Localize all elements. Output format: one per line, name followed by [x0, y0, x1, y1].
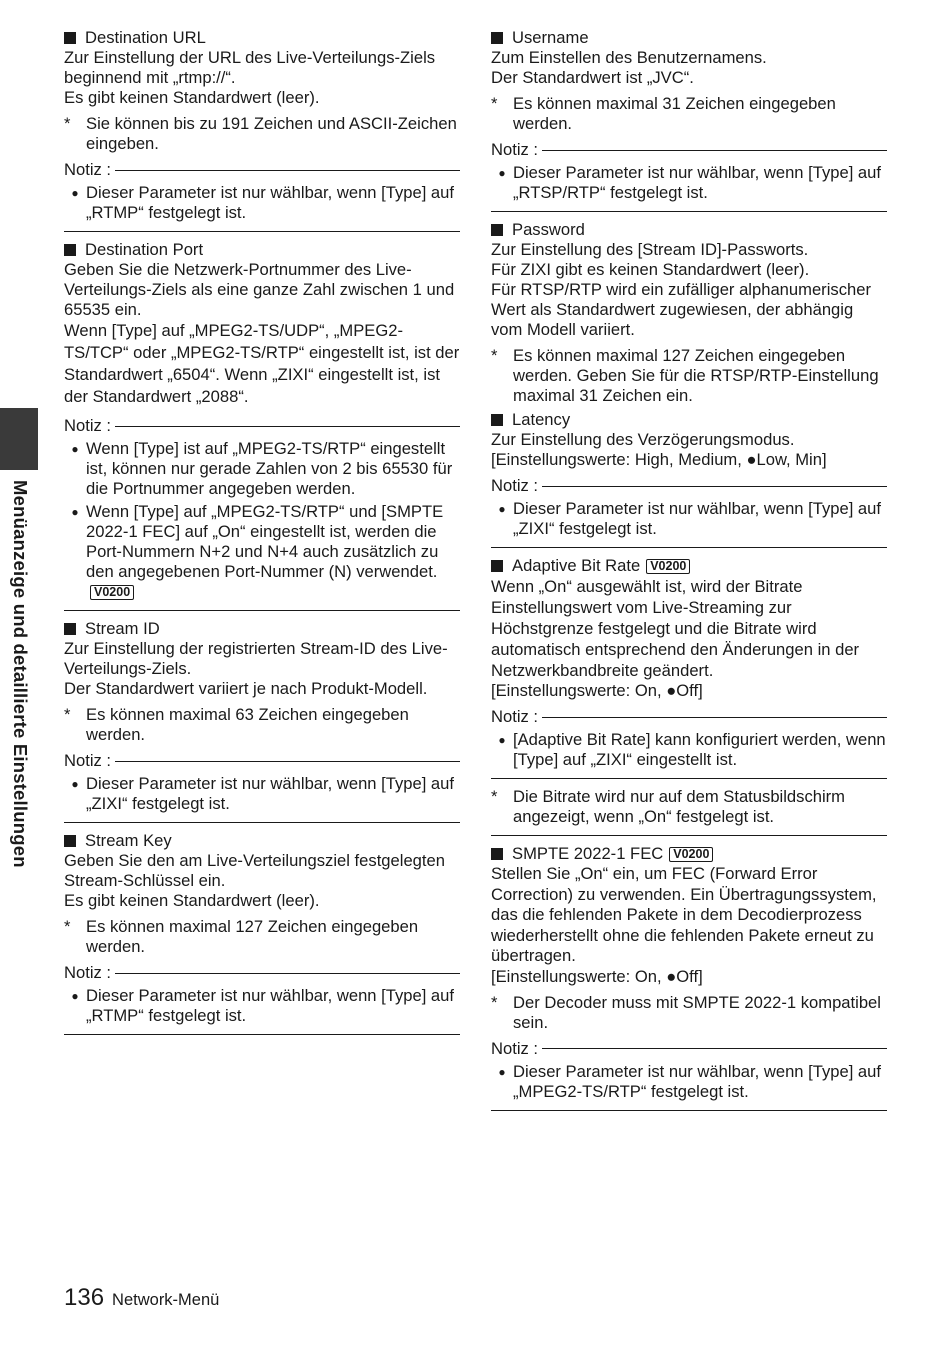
- square-bullet-icon: [491, 560, 503, 572]
- asterisk-icon: *: [64, 705, 71, 724]
- note-item: ● Dieser Parameter ist nur wählbar, wenn [Type] auf „ZIXI“ festgelegt ist.: [491, 499, 887, 539]
- section-description: Zur Einstellung des [Stream ID]-Passworts. Für ZIXI gibt es keinen Standardwert (leer). Für RTSP/RTP wird ein zufälliger alphanumerischer Wert als Standardwert zugewiesen, der abhängig vom Modell variiert.: [491, 240, 871, 339]
- asterisk-note: * Es können maximal 127 Zeichen eingegeben werden.: [64, 917, 419, 956]
- square-bullet-icon: [491, 848, 503, 860]
- asterisk-note: * Es können maximal 127 Zeichen eingegeben werden. Geben Sie für die RTSP/RTP-Einstellung maximal 31 Zeichen ein.: [491, 346, 879, 405]
- section-heading: Adaptive Bit Rate V0200: [491, 556, 887, 576]
- divider: [542, 486, 887, 487]
- chapter-tab-marker: [0, 408, 38, 470]
- square-bullet-icon: [64, 835, 76, 847]
- note-item: ● Wenn [Type] auf „MPEG2-TS/RTP“ und [SMPTE 2022-1 FEC] auf „On“ eingestellt ist, werden die Port-Nummern N+2 und N+4 auch zusätzlich zu den angegebenen Port-Nummer (N) verwendet.V0200: [64, 502, 460, 602]
- section-destination-port: [64, 240, 460, 611]
- version-tag: V0200: [90, 585, 134, 600]
- divider: [115, 426, 460, 427]
- section-description: Geben Sie den am Live-Verteilungsziel festgelegten Stream-Schlüssel ein. Es gibt keinen Standardwert (leer).: [64, 851, 445, 910]
- bullet-icon: ●: [498, 733, 506, 747]
- section-description: Stellen Sie „On“ ein, um FEC (Forward Error Correction) zu verwenden. Ein Übertragungssystem, das die fehlenden Pakete in dem Decodierprozess wiederherstellt ohne die fehlenden Pakete erneut zu übertragen. [Einstellungswerte: On, ●Off]: [491, 864, 877, 986]
- asterisk-note: * Es können maximal 31 Zeichen eingegeben werden.: [491, 94, 836, 133]
- section-heading: Destination URL: [64, 28, 460, 48]
- section-password: [491, 220, 887, 406]
- page-number: 136: [64, 1284, 105, 1311]
- note-item: ● Wenn [Type] ist auf „MPEG2-TS/RTP“ eingestellt ist, können nur gerade Zahlen von 2 bis 65530 für die Portnummer angegeben werden.: [64, 439, 460, 499]
- note-item: ● Dieser Parameter ist nur wählbar, wenn [Type] auf „RTMP“ festgelegt ist.: [64, 183, 460, 223]
- divider: [542, 150, 887, 151]
- notiz-header: Notiz :: [64, 963, 460, 983]
- notiz-header: Notiz :: [491, 1039, 887, 1059]
- section-description: Geben Sie die Netzwerk-Portnummer des Live-Verteilungs-Ziels als eine ganze Zahl zwischen 1 und 65535 ein. Wenn [Type] auf „MPEG2-TS/UDP“, „MPEG2-TS/TCP“ oder „MPEG2-TS/RTP“ eingestellt ist, ist der Standardwert „6504“. Wenn „ZIXI“ eingestellt ist, ist der Standardwert „2088“.: [64, 260, 460, 406]
- divider: [491, 1110, 887, 1111]
- version-tag: V0200: [646, 559, 690, 574]
- section-username: [491, 28, 887, 212]
- note-item: ● Dieser Parameter ist nur wählbar, wenn [Type] auf „ZIXI“ festgelegt ist.: [64, 774, 460, 814]
- section-destination-url: [64, 28, 460, 232]
- divider: [115, 170, 460, 171]
- divider: [64, 231, 460, 232]
- asterisk-note: * Die Bitrate wird nur auf dem Statusbildschirm angezeigt, wenn „On“ festgelegt ist.: [491, 787, 846, 826]
- bullet-icon: ●: [71, 186, 79, 200]
- divider: [491, 835, 887, 836]
- notiz-header: Notiz :: [64, 751, 460, 771]
- version-tag: V0200: [669, 847, 713, 862]
- asterisk-icon: *: [491, 787, 498, 806]
- square-bullet-icon: [64, 623, 76, 635]
- section-description: Wenn „On“ ausgewählt ist, wird der Bitrate Einstellungswert vom Live-Streaming zur Höchstgrenze festgelegt und die Bitrate wird automatisch entsprechend den Änderungen in der Netzwerkbandbreite geändert. [Einstellungswerte: On, ●Off]: [491, 577, 860, 700]
- section-heading: Destination Port: [64, 240, 460, 260]
- section-description: Zum Einstellen des Benutzernamens. Der Standardwert ist „JVC“.: [491, 48, 767, 87]
- bullet-icon: ●: [71, 777, 79, 791]
- section-stream-key: [64, 831, 460, 1035]
- section-heading: Stream ID: [64, 619, 460, 639]
- notiz-header: Notiz :: [491, 476, 887, 496]
- divider: [542, 717, 887, 718]
- divider: [542, 1048, 887, 1049]
- note-item: ● Dieser Parameter ist nur wählbar, wenn [Type] auf „RTSP/RTP“ festgelegt ist.: [491, 163, 887, 203]
- notiz-header: Notiz :: [64, 416, 460, 436]
- square-bullet-icon: [491, 414, 503, 426]
- note-item: ● Dieser Parameter ist nur wählbar, wenn [Type] auf „RTMP“ festgelegt ist.: [64, 986, 460, 1026]
- square-bullet-icon: [491, 32, 503, 44]
- square-bullet-icon: [64, 244, 76, 256]
- section-description: Zur Einstellung der URL des Live-Verteilungs-Ziels beginnend mit „rtmp://“. Es gibt keinen Standardwert (leer).: [64, 48, 436, 107]
- section-heading: Latency: [491, 410, 887, 430]
- divider: [491, 547, 887, 548]
- bullet-icon: ●: [498, 502, 506, 516]
- asterisk-icon: *: [491, 992, 498, 1012]
- page-footer: [64, 1284, 219, 1312]
- footer-section-name: Network-Menü: [112, 1291, 220, 1309]
- section-heading: Stream Key: [64, 831, 460, 851]
- left-column: [64, 28, 460, 1043]
- square-bullet-icon: [64, 32, 76, 44]
- notiz-header: Notiz :: [491, 707, 887, 727]
- section-description: Zur Einstellung der registrierten Stream-ID des Live-Verteilungs-Ziels. Der Standardwert variiert je nach Produkt-Modell.: [64, 639, 448, 698]
- square-bullet-icon: [491, 224, 503, 236]
- section-heading: Password: [491, 220, 887, 240]
- bullet-icon: ●: [498, 1064, 506, 1079]
- chapter-side-title-text: Menüanzeige und detaillierte Einstellungen: [10, 480, 31, 868]
- section-adaptive-bit-rate: [491, 556, 887, 836]
- note-item: ● [Adaptive Bit Rate] kann konfiguriert werden, wenn [Type] auf „ZIXI“ eingestellt ist.: [491, 730, 887, 770]
- divider: [491, 211, 887, 212]
- section-description: Zur Einstellung des Verzögerungsmodus. [Einstellungswerte: High, Medium, ●Low, Min]: [491, 430, 827, 469]
- note-item: ● Dieser Parameter ist nur wählbar, wenn [Type] auf „MPEG2-TS/RTP“ festgelegt ist.: [491, 1062, 887, 1102]
- section-latency: [491, 410, 887, 548]
- section-heading: Username: [491, 28, 887, 48]
- bullet-icon: ●: [498, 166, 506, 180]
- bullet-icon: ●: [71, 505, 79, 519]
- asterisk-icon: *: [64, 917, 71, 936]
- section-stream-id: [64, 619, 460, 823]
- asterisk-icon: *: [491, 94, 498, 113]
- divider: [491, 778, 887, 779]
- right-column: [491, 28, 887, 1119]
- asterisk-note: * Sie können bis zu 191 Zeichen und ASCII-Zeichen eingeben.: [64, 114, 457, 153]
- section-smpte-fec: [491, 844, 887, 1111]
- divider: [64, 822, 460, 823]
- asterisk-icon: *: [64, 114, 71, 133]
- section-heading: SMPTE 2022-1 FEC V0200: [491, 844, 887, 864]
- notiz-header: Notiz :: [491, 140, 887, 160]
- notiz-header: Notiz :: [64, 160, 460, 180]
- asterisk-icon: *: [491, 346, 498, 365]
- asterisk-note: * Es können maximal 63 Zeichen eingegeben werden.: [64, 705, 409, 744]
- divider: [115, 973, 460, 974]
- bullet-icon: ●: [71, 989, 79, 1003]
- divider: [64, 1034, 460, 1035]
- bullet-icon: ●: [71, 442, 79, 456]
- divider: [115, 761, 460, 762]
- divider: [64, 610, 460, 611]
- asterisk-note: * Der Decoder muss mit SMPTE 2022-1 kompatibel sein.: [491, 992, 881, 1032]
